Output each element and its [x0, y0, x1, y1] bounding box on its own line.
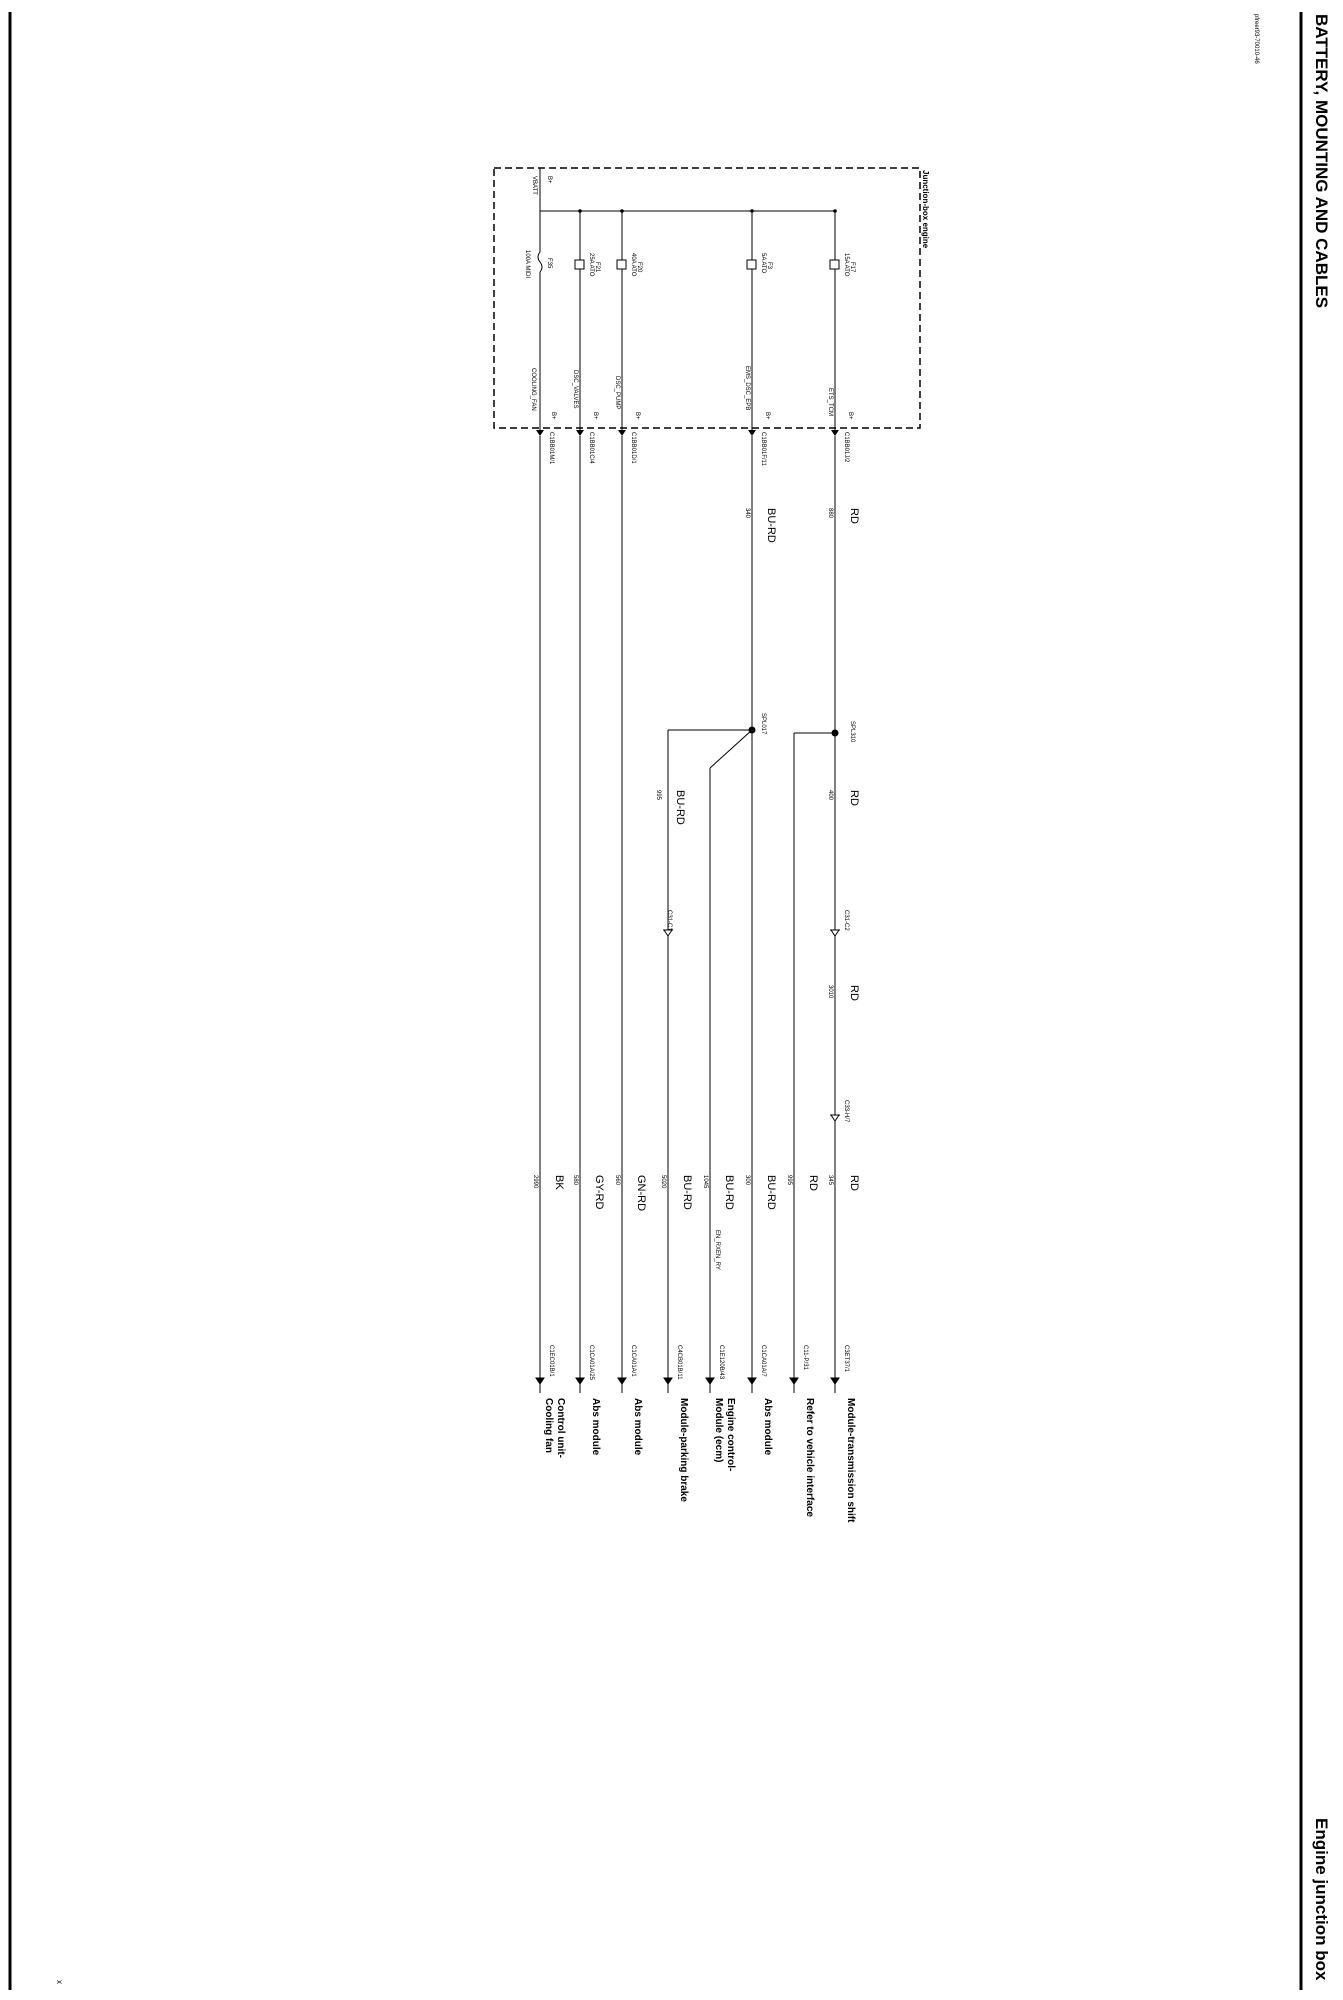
wire-number-label: 5020: [660, 1175, 666, 1189]
wire-color-label: GN-RD: [635, 1175, 647, 1212]
fuse-net: ETS_TCM: [827, 388, 833, 417]
fuse-pin-label: B+: [550, 412, 556, 420]
connector-pin-symbol: [618, 430, 626, 436]
destination-label: Abs module: [632, 1398, 643, 1456]
page-title: Engine junction box: [1312, 1818, 1331, 1981]
destination-label: Module-transmission shift: [845, 1398, 856, 1523]
fuse-rating: 100A MIDI: [524, 250, 530, 279]
connector-label: C1E120B/43: [718, 1345, 724, 1380]
terminal-symbol: [576, 1378, 584, 1393]
connector-label: C1CA01A/25: [588, 1345, 594, 1381]
wire-number-label: 995: [786, 1175, 792, 1186]
branch-to-ecm: [710, 730, 752, 768]
fuse-symbol: [617, 260, 626, 269]
destination-label: Cooling fan: [543, 1398, 554, 1453]
connector-label: C1BB01F/11: [760, 432, 766, 466]
fuse-symbol: [575, 260, 584, 269]
inline-connector-label: C31-C2: [843, 910, 849, 931]
wire-color-label: BU-RD: [765, 508, 777, 543]
fuse-output-connectors: [536, 430, 849, 467]
destination-label: Control unit-: [555, 1398, 566, 1458]
fuse-f3: [744, 209, 772, 430]
fuse-f17: [827, 209, 855, 430]
wire-number-label: 400: [827, 790, 833, 801]
circuit-module-parking-brake: [660, 1175, 693, 1502]
fuse-id: F20: [636, 262, 642, 273]
wire-color-label: BK: [553, 1175, 565, 1190]
supply-label: B+: [546, 176, 552, 184]
fuse-id: F21: [594, 262, 600, 273]
junction-box-title: Junction-box engine: [921, 170, 930, 249]
connector-label: C1BB01C/4: [588, 432, 594, 464]
destination-label: Abs module: [590, 1398, 601, 1456]
fuse-rating: 25A ATO: [588, 253, 594, 277]
fuse-pin-label: B+: [764, 412, 770, 420]
net-label: EN_RXEN_RY: [714, 1230, 720, 1270]
wire-number-label: 2990: [532, 1175, 538, 1189]
connector-label: C3ET37/1: [843, 1345, 849, 1373]
inline-connector-c31-c1: [663, 930, 673, 940]
fuse-pin-label: B+: [592, 412, 598, 420]
wire-color-label: BU-RD: [765, 1175, 777, 1210]
circuit-abs-module-1: [744, 1175, 777, 1456]
fuse-pin-label: B+: [847, 412, 853, 420]
terminal-symbol: [831, 1378, 839, 1393]
wire-color-label: BU-RD: [723, 1175, 735, 1210]
fuse-symbol: [538, 252, 542, 272]
connector-label: C4CB01B/11: [676, 1345, 682, 1380]
connector-label: C1CA01A/7: [760, 1345, 766, 1377]
fuse-f35: [524, 211, 556, 430]
circuit-abs-module-3: [572, 1175, 605, 1456]
terminal-symbol: [790, 1378, 798, 1393]
fuse-rating: 15A ATO: [843, 253, 849, 277]
connector-pin-symbol: [536, 430, 544, 436]
fuse-net: COOLING_FAN: [530, 368, 536, 411]
connector-label: C1BB01M/1: [548, 432, 554, 465]
inline-connector-c33-h7: [830, 1115, 840, 1126]
wire-color-label: GY-RD: [593, 1175, 605, 1210]
terminal-symbol: [536, 1378, 544, 1393]
wire-number-label: 580: [572, 1175, 578, 1186]
section-title: BATTERY, MOUNTING AND CABLES: [1312, 14, 1331, 309]
wire-color-label: RD: [807, 1175, 819, 1191]
connector-pin-symbol: [831, 430, 839, 436]
inline-connector-label: C31-C1: [666, 910, 672, 931]
wire-color-label: RD: [848, 508, 860, 524]
fuse-symbol: [830, 260, 839, 269]
fuse-symbol: [747, 260, 756, 269]
corner-mark: x: [55, 1980, 64, 1984]
connector-label: C1BB01J/2: [843, 432, 849, 463]
destination-label: Engine control-: [725, 1398, 736, 1472]
circuit-abs-module-2: [614, 1175, 647, 1456]
wire-number-label: 345: [827, 1175, 833, 1186]
fuse-rating: 5A ATO: [760, 253, 766, 274]
wire-color-label: RD: [848, 985, 860, 1001]
fuse-id: F3: [766, 262, 772, 270]
fuse-net: EMS_DSC_EPB: [744, 366, 750, 411]
wire-number-label: 340: [744, 508, 750, 519]
fuse-id: F17: [849, 262, 855, 273]
connector-label: C1CA01A/1: [630, 1345, 636, 1377]
connector-label: C11-P/31: [802, 1345, 808, 1370]
wire-number-label: 300: [744, 1175, 750, 1186]
terminal-symbol: [706, 1378, 714, 1393]
splice-label: SPL310: [849, 721, 855, 743]
connector-label: C1EC01B/1: [548, 1345, 554, 1377]
circuit-refer-to-vehicle-interface: [786, 1175, 819, 1517]
wire-number-label: 880: [827, 508, 833, 519]
connector-pin-symbol: [576, 430, 584, 436]
connector-pin-symbol: [748, 430, 756, 436]
wire-color-label: BU-RD: [681, 1175, 693, 1210]
fuse-rating: 40A ATO: [630, 253, 636, 277]
inline-connector-c31-c2: [830, 930, 840, 940]
junction-box-outline: [494, 168, 920, 428]
connector-label: C1BB01D/1: [630, 432, 636, 464]
circuit-module-transmission-shift: [827, 1175, 860, 1523]
wire-number-label: 1045: [702, 1175, 708, 1189]
circuit-engine-control-module: [702, 1175, 736, 1471]
destination-label: Refer to vehicle interface: [804, 1398, 815, 1517]
fuse-f20: [614, 209, 642, 430]
wire-number-label: 995: [655, 790, 661, 801]
terminal-symbol: [748, 1378, 756, 1393]
destination-label: Module-parking brake: [678, 1398, 689, 1502]
wire-number-label: 560: [614, 1175, 620, 1186]
wire-color-label: RD: [848, 790, 860, 806]
supply-net-label: VBATT: [531, 176, 537, 195]
circuit-control-unit-cooling-fan: [532, 1175, 566, 1458]
fuse-pin-label: B+: [634, 412, 640, 420]
destination-label: Module (ecm): [713, 1398, 724, 1463]
inline-connector-label: C33-H/7: [843, 1100, 849, 1123]
wire-color-label: RD: [848, 1175, 860, 1191]
wire-color-label: BU-RD: [674, 790, 686, 825]
splice-label: SPL017: [760, 713, 766, 735]
fuse-net: DSC_VALVES: [572, 370, 578, 409]
fuse-net: DSC_PUMP: [614, 376, 620, 410]
terminal-symbol: [618, 1378, 626, 1393]
fuse-f21: [572, 209, 600, 430]
destination-label: Abs module: [762, 1398, 773, 1456]
terminal-symbol: [664, 1378, 672, 1393]
document-code: pfreer93-70010-46: [1253, 14, 1259, 64]
wire-number-label: 3010: [827, 985, 833, 999]
fuse-id: F35: [546, 258, 552, 269]
